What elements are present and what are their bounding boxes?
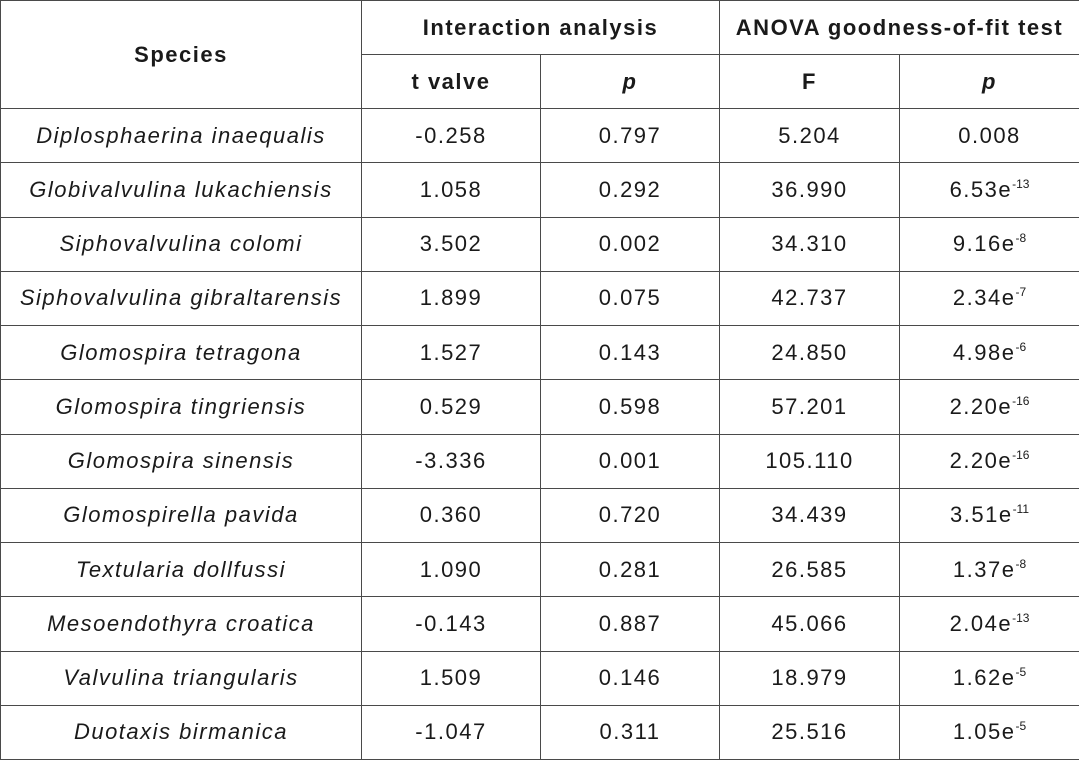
p-anova-exponent: -8 — [1015, 556, 1027, 571]
table-row — [1, 217, 1079, 271]
species-cell: Siphovalvulina gibraltarensis — [1, 271, 362, 325]
p-anova-exponent: -13 — [1012, 610, 1030, 625]
p-interaction-cell: 0.797 — [541, 109, 720, 163]
p-anova-cell — [900, 380, 1079, 434]
p-interaction-cell: 0.292 — [541, 163, 720, 217]
p-anova-exponent: -5 — [1015, 665, 1027, 680]
p-anova-base: 4.98e — [952, 339, 1016, 365]
table-row — [1, 434, 1079, 488]
p-anova-cell — [900, 488, 1079, 542]
t-value-cell: -3.336 — [362, 434, 541, 488]
p-anova-base: 2.20e — [949, 448, 1013, 474]
p-anova-exponent: -7 — [1015, 285, 1027, 300]
p-anova-cell — [900, 271, 1079, 325]
p-interaction-cell: 0.720 — [541, 488, 720, 542]
t-value-cell: 1.058 — [362, 163, 541, 217]
f-value-cell: 26.585 — [720, 543, 900, 597]
p-interaction-cell: 0.281 — [541, 543, 720, 597]
p-anova-base: 0.008 — [958, 122, 1021, 148]
p-interaction-cell: 0.887 — [541, 597, 720, 651]
p-anova-cell — [900, 217, 1079, 271]
interaction-analysis-header: Interaction analysis — [362, 1, 720, 55]
p-interaction-cell: 0.075 — [541, 271, 720, 325]
t-value-cell: -1.047 — [362, 705, 541, 759]
p-anova-exponent: -11 — [1012, 502, 1030, 517]
species-cell: Textularia dollfussi — [1, 543, 362, 597]
table-row — [1, 597, 1079, 651]
f-value-cell: 5.204 — [720, 109, 900, 163]
species-cell: Siphovalvulina colomi — [1, 217, 362, 271]
p-anova-exponent: -8 — [1015, 231, 1027, 246]
species-cell: Duotaxis birmanica — [1, 705, 362, 759]
p-anova-exponent: -16 — [1012, 393, 1030, 408]
p-anova-cell — [900, 705, 1079, 759]
p-anova-exponent: -6 — [1015, 339, 1027, 354]
p-anova-cell — [900, 109, 1079, 163]
p-interaction-cell: 0.598 — [541, 380, 720, 434]
p-anova-base: 3.51e — [950, 502, 1013, 528]
p-interaction-cell: 0.143 — [541, 326, 720, 380]
table-row — [1, 109, 1079, 163]
t-value-cell: -0.143 — [362, 597, 541, 651]
p-anova-cell — [900, 597, 1079, 651]
t-value-header: t valve — [362, 55, 541, 109]
table-row — [1, 380, 1079, 434]
species-cell: Glomospira sinensis — [1, 434, 362, 488]
f-value-cell: 18.979 — [720, 651, 900, 705]
table-row — [1, 271, 1079, 325]
species-header: Species — [1, 1, 362, 109]
table-row — [1, 705, 1079, 759]
f-header: F — [720, 55, 900, 109]
table-row — [1, 651, 1079, 705]
f-value-cell: 24.850 — [720, 326, 900, 380]
p-anova-cell — [900, 434, 1079, 488]
p-anova-cell — [900, 326, 1079, 380]
p-anova-exponent: -13 — [1012, 176, 1030, 191]
p-anova-base: 1.62e — [952, 665, 1016, 691]
p-anova-base: 9.16e — [952, 231, 1016, 257]
species-cell: Glomospirella pavida — [1, 488, 362, 542]
t-value-cell: 0.529 — [362, 380, 541, 434]
table-row — [1, 543, 1079, 597]
species-cell: Diplosphaerina inaequalis — [1, 109, 362, 163]
t-value-cell: -0.258 — [362, 109, 541, 163]
p-interaction-header: p — [541, 55, 720, 109]
f-value-cell: 105.110 — [720, 434, 900, 488]
t-value-cell: 1.509 — [362, 651, 541, 705]
p-anova-base: 2.04e — [949, 610, 1013, 636]
table-body — [1, 109, 1079, 760]
p-anova-exponent: -16 — [1012, 448, 1030, 463]
p-interaction-cell: 0.001 — [541, 434, 720, 488]
t-value-cell: 1.090 — [362, 543, 541, 597]
p-interaction-cell: 0.146 — [541, 651, 720, 705]
t-value-cell: 3.502 — [362, 217, 541, 271]
species-cell: Valvulina triangularis — [1, 651, 362, 705]
p-interaction-cell: 0.002 — [541, 217, 720, 271]
f-value-cell: 36.990 — [720, 163, 900, 217]
p-anova-base: 2.20e — [949, 393, 1013, 419]
table-row — [1, 163, 1079, 217]
f-value-cell: 34.310 — [720, 217, 900, 271]
p-anova-base: 1.37e — [952, 556, 1016, 582]
p-anova-base: 2.34e — [952, 285, 1016, 311]
f-value-cell: 57.201 — [720, 380, 900, 434]
f-value-cell: 34.439 — [720, 488, 900, 542]
p-interaction-cell: 0.311 — [541, 705, 720, 759]
species-cell: Mesoendothyra croatica — [1, 597, 362, 651]
p-anova-cell — [900, 651, 1079, 705]
p-anova-cell — [900, 163, 1079, 217]
f-value-cell: 45.066 — [720, 597, 900, 651]
table-row — [1, 326, 1079, 380]
p-anova-base: 1.05e — [952, 719, 1016, 745]
p-anova-header: p — [900, 55, 1079, 109]
species-cell: Glomospira tetragona — [1, 326, 362, 380]
f-value-cell: 42.737 — [720, 271, 900, 325]
p-anova-base: 6.53e — [949, 176, 1013, 202]
p-anova-exponent: -5 — [1015, 719, 1027, 734]
species-cell: Globivalvulina lukachiensis — [1, 163, 362, 217]
anova-header: ANOVA goodness-of-fit test — [720, 1, 1079, 55]
t-value-cell: 0.360 — [362, 488, 541, 542]
species-cell: Glomospira tingriensis — [1, 380, 362, 434]
f-value-cell: 25.516 — [720, 705, 900, 759]
t-value-cell: 1.899 — [362, 271, 541, 325]
table-row — [1, 488, 1079, 542]
t-value-cell: 1.527 — [362, 326, 541, 380]
p-anova-cell — [900, 543, 1079, 597]
